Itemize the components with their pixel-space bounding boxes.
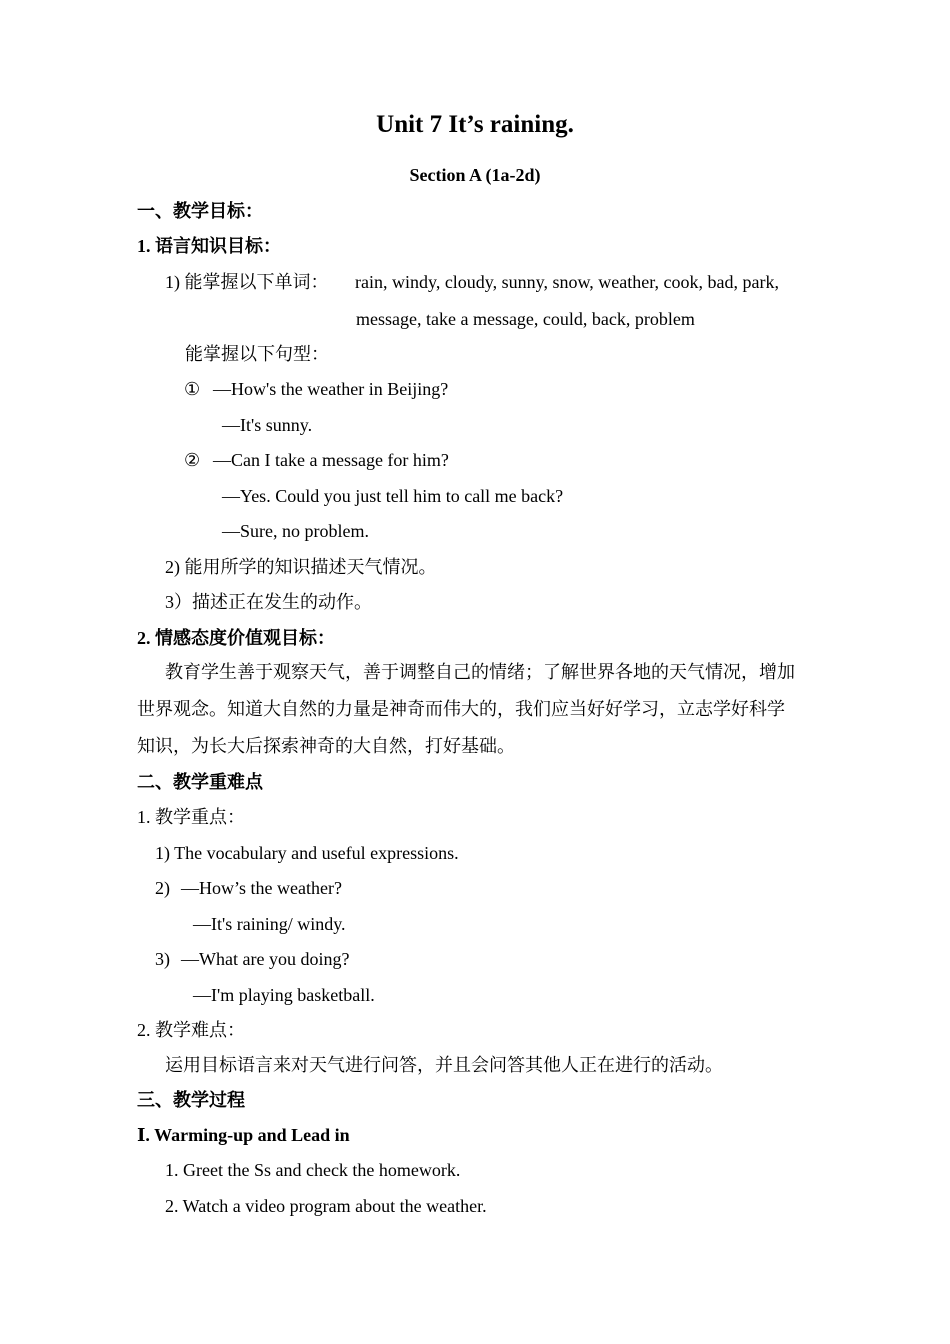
vocab-label: 1) 能掌握以下单词： [165, 272, 329, 292]
dialogue-2-question: —Can I take a message for him? [213, 450, 449, 470]
key-point-3-number: 3) [155, 949, 170, 969]
key-point-3-question: —What are you doing? [181, 949, 350, 969]
vocab-list-line-2: message, take a message, could, back, problem [356, 309, 695, 329]
subheading-attitude-goals: 2. 情感态度价值观目标： [137, 628, 335, 648]
goal-2: 2) 能用所学的知识描述天气情况。 [165, 557, 437, 577]
step-1-heading: Ⅰ. Warming-up and Lead in [137, 1125, 350, 1145]
vocab-list-line-1: rain, windy, cloudy, sunny, snow, weather, cook, bad, park, [355, 272, 780, 292]
paragraph-line-1: 教育学生善于观察天气，善于调整自己的情绪；了解世界各地的天气情况，增加 [165, 662, 795, 682]
dialogue-1-marker: ① [184, 379, 201, 399]
dialogue-1-question: —How's the weather in Beijing? [213, 379, 449, 399]
page-title: Unit 7 It’s raining. [376, 111, 574, 138]
dialogue-2-answer-2: —Sure, no problem. [222, 521, 369, 541]
section-subtitle: Section A (1a-2d) [409, 165, 541, 185]
key-points-label: 1. 教学重点： [137, 807, 245, 827]
heading-teaching-objectives: 一、教学目标： [137, 201, 263, 221]
dialogue-2-answer-1: —Yes. Could you just tell him to call me back? [222, 486, 564, 506]
dialogue-1-answer: —It's sunny. [222, 415, 313, 435]
sentence-label: 能掌握以下句型： [185, 344, 329, 364]
heading-teaching-process: 三、教学过程 [137, 1090, 245, 1110]
key-point-1: 1) The vocabulary and useful expressions. [155, 843, 459, 863]
paragraph-line-3: 知识，为长大后探索神奇的大自然，打好基础。 [137, 736, 515, 756]
key-point-2-answer: —It's raining/ windy. [193, 914, 346, 934]
dialogue-2-marker: ② [184, 450, 201, 470]
heading-key-difficult: 二、教学重难点 [137, 772, 263, 792]
paragraph-line-2: 世界观念。知道大自然的力量是神奇而伟大的，我们应当好好学习，立志学好科学 [137, 699, 785, 719]
subheading-language-goals: 1. 语言知识目标： [137, 236, 281, 256]
key-point-3-answer: —I'm playing basketball. [193, 985, 375, 1005]
goal-3: 3）描述正在发生的动作。 [165, 592, 372, 612]
key-point-2-number: 2) [155, 878, 170, 898]
step-1-item-2: 2. Watch a video program about the weather. [165, 1196, 487, 1216]
difficult-points-label: 2. 教学难点： [137, 1020, 245, 1040]
key-point-2-question: —How’s the weather? [181, 878, 342, 898]
difficult-points-text: 运用目标语言来对天气进行问答，并且会问答其他人正在进行的活动。 [165, 1055, 723, 1075]
step-1-item-1: 1. Greet the Ss and check the homework. [165, 1160, 461, 1180]
